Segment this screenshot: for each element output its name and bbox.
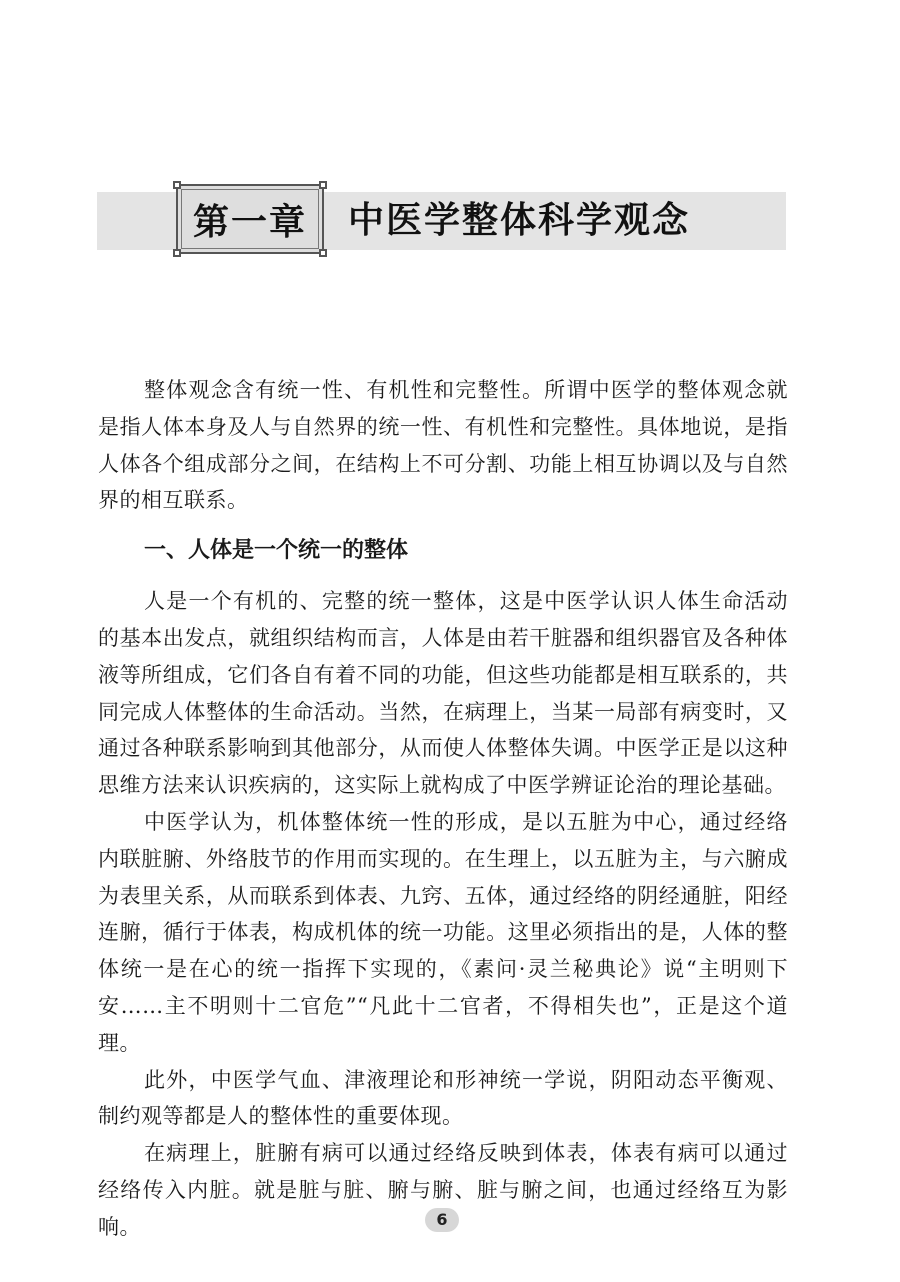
- page-body: [98, 372, 788, 1246]
- frame-corner-ornament: [173, 249, 181, 257]
- frame-corner-ornament: [173, 181, 181, 189]
- body-paragraph: 此外，中医学气血、津液理论和形神统一学说，阴阳动态平衡观、制约观等都是人的整体性的重要体现。: [98, 1067, 788, 1129]
- body-paragraph: 在病理上，脏腑有病可以通过经络反映到体表，体表有病可以通过经络传入内脏。就是脏与脏、腑与腑、脏与腑之间，也通过经络互为影响。: [98, 1141, 788, 1239]
- page-number: 6: [425, 1208, 459, 1232]
- frame-corner-ornament: [319, 249, 327, 257]
- chapter-number: 第一章: [192, 201, 307, 243]
- body-paragraph: 中医学认为，机体整体统一性的形成，是以五脏为中心，通过经络内联脏腑、外络肢节的作用而实现的。在生理上，以五脏为主，与六腑成为表里关系，从而联系到体表、九窍、五体，通过经络的阴经通脏，阳经连腑，循行于体表，构成机体的统一功能。这里必须指出的是，人体的整体统一是在心的统一指挥下实现的，《素问·灵兰秘典论》说“主明则下安……主不明则十二官危”“凡此十二官者，不得相失也”，正是这个道理。: [98, 809, 788, 1055]
- body-paragraph: 人是一个有机的、完整的统一整体，这是中医学认识人体生命活动的基本出发点，就组织结构而言，人体是由若干脏器和组织器官及各种体液等所组成，它们各自有着不同的功能，但这些功能都是相互联系的，共同完成人体整体的生命活动。当然，在病理上，当某一局部有病变时，又通过各种联系影响到其他部分，从而使人体整体失调。中医学正是以这种思维方法来认识疾病的，这实际上就构成了中医学辨证论治的理论基础。: [98, 589, 788, 798]
- chapter-number-box: [176, 184, 324, 254]
- section-heading: 一、人体是一个统一的整体: [144, 538, 409, 564]
- intro-paragraph: 整体观念含有统一性、有机性和完整性。所谓中医学的整体观念就是指人体本身及人与自然界的统一性、有机性和完整性。具体地说，是指人体各个组成部分之间，在结构上不可分割、功能上相互协调以及与自然界的相互联系。: [98, 378, 788, 513]
- frame-corner-ornament: [319, 181, 327, 189]
- chapter-title: 中医学整体科学观念: [348, 200, 691, 241]
